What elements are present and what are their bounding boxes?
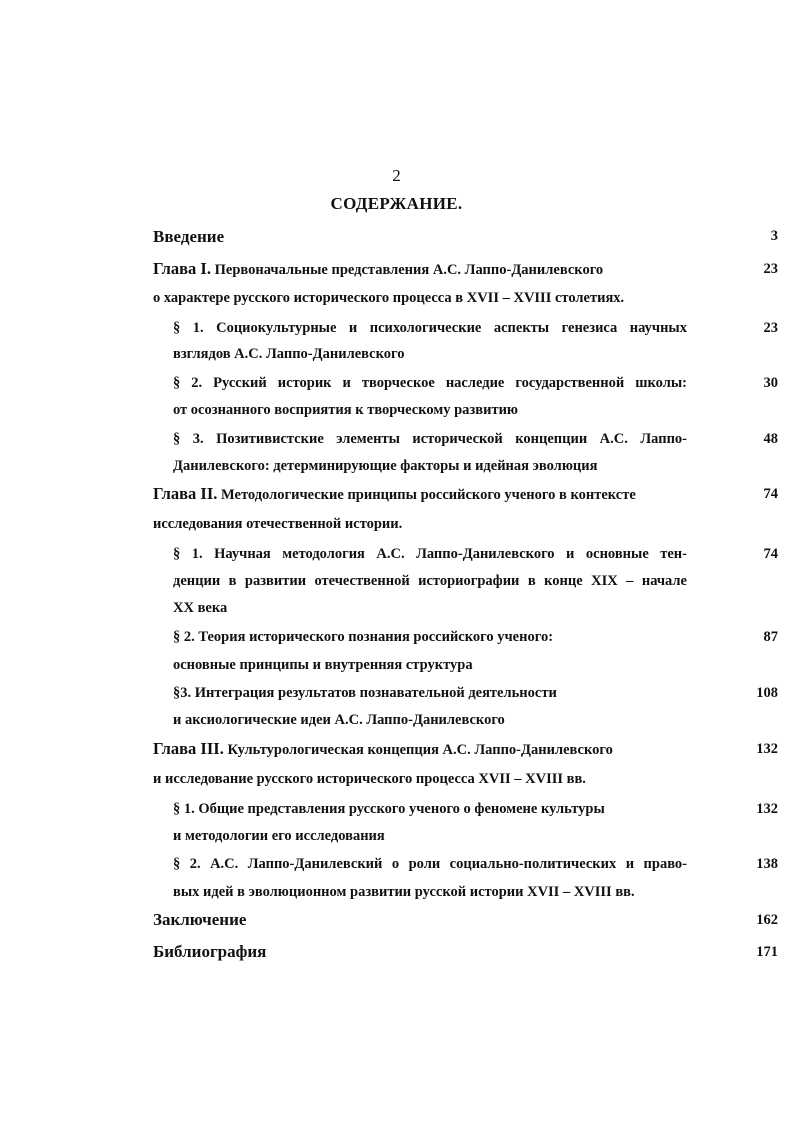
toc-page-number: 87 — [763, 629, 778, 645]
toc-entry-text: Введение — [153, 227, 225, 246]
toc-entry-line: о характере русского исторического процесса в XVII – XVIII столетиях. — [153, 290, 625, 306]
toc-entry-text: Библиография — [153, 942, 267, 961]
toc-entry-line: основные принципы и внутренняя структура — [173, 657, 473, 673]
chapter-title: Первоначальные представления А.С. Лаппо-Данилевского — [214, 262, 604, 278]
toc-page-number: 3 — [770, 228, 778, 244]
toc-page-number: 23 — [763, 261, 778, 277]
chapter-title: Методологические принципы российского ученого в контексте — [221, 487, 636, 503]
toc-entry-line: § 2. Русский историк и творческое наследие государственной школы: — [173, 375, 687, 391]
toc-page-number: 132 — [756, 801, 778, 817]
page-number: 2 — [392, 166, 401, 185]
toc-entry-line: § 1. Научная методология А.С. Лаппо-Данилевского и основные тен- — [173, 546, 687, 562]
toc-entry-line: и исследование русского исторического процесса XVII – XVIII вв. — [153, 771, 586, 787]
toc-entry-line — [153, 484, 636, 505]
toc-page-number: 132 — [756, 741, 778, 757]
toc-entry-line: исследования отечественной истории. — [153, 516, 403, 532]
toc-entry-line: и аксиологические идеи А.С. Лаппо-Данилевского — [173, 712, 505, 728]
toc-entry-line: взглядов А.С. Лаппо-Данилевского — [173, 346, 405, 362]
toc-page-number: 74 — [763, 546, 778, 562]
toc-entry-line: XX века — [173, 600, 228, 616]
toc-page-number: 30 — [763, 375, 778, 391]
toc-entry-line: § 3. Позитивистские элементы исторической концепции А.С. Лаппо- — [173, 431, 687, 447]
toc-entry-line: от осознанного восприятия к творческому развитию — [173, 402, 518, 418]
chapter-prefix: Глава II. — [153, 484, 218, 503]
toc-entry-line: и методологии его исследования — [173, 828, 385, 844]
toc-entry-line: § 1. Общие представления русского ученого о феномене культуры — [173, 801, 605, 817]
toc-page-number: 48 — [763, 431, 778, 447]
toc-page-number: 74 — [763, 486, 778, 502]
toc-entry-line: Данилевского: детерминирующие факторы и идейная эволюция — [173, 458, 598, 474]
toc-entry-text: Заключение — [153, 910, 247, 929]
toc-page-number: 171 — [756, 944, 778, 960]
chapter-prefix: Глава III. — [153, 739, 224, 758]
toc-entry-line: денции в развитии отечественной историографии в конце XIX – начале — [173, 573, 687, 589]
chapter-title: Культурологическая концепция А.С. Лаппо-Данилевского — [227, 742, 613, 758]
toc-page-number: 162 — [756, 912, 778, 928]
toc-entry-line: вых идей в эволюционном развитии русской истории XVII – XVIII вв. — [173, 884, 635, 900]
document-title: СОДЕРЖАНИЕ. — [330, 194, 463, 213]
toc-page-number: 138 — [756, 856, 778, 872]
toc-entry-line: § 2. Теория исторического познания российского ученого: — [173, 629, 554, 645]
toc-entry-line: §3. Интеграция результатов познавательной деятельности — [173, 685, 557, 701]
toc-page-number: 23 — [763, 320, 778, 336]
toc-page-number: 108 — [756, 685, 778, 701]
chapter-prefix: Глава I. — [153, 259, 211, 278]
toc-entry-line — [153, 739, 613, 760]
toc-entry-line: § 2. А.С. Лаппо-Данилевский о роли социально-политических и право- — [173, 856, 687, 872]
toc-entry-line: § 1. Социокультурные и психологические аспекты генезиса научных — [173, 320, 687, 336]
toc-entry-line — [153, 259, 603, 280]
